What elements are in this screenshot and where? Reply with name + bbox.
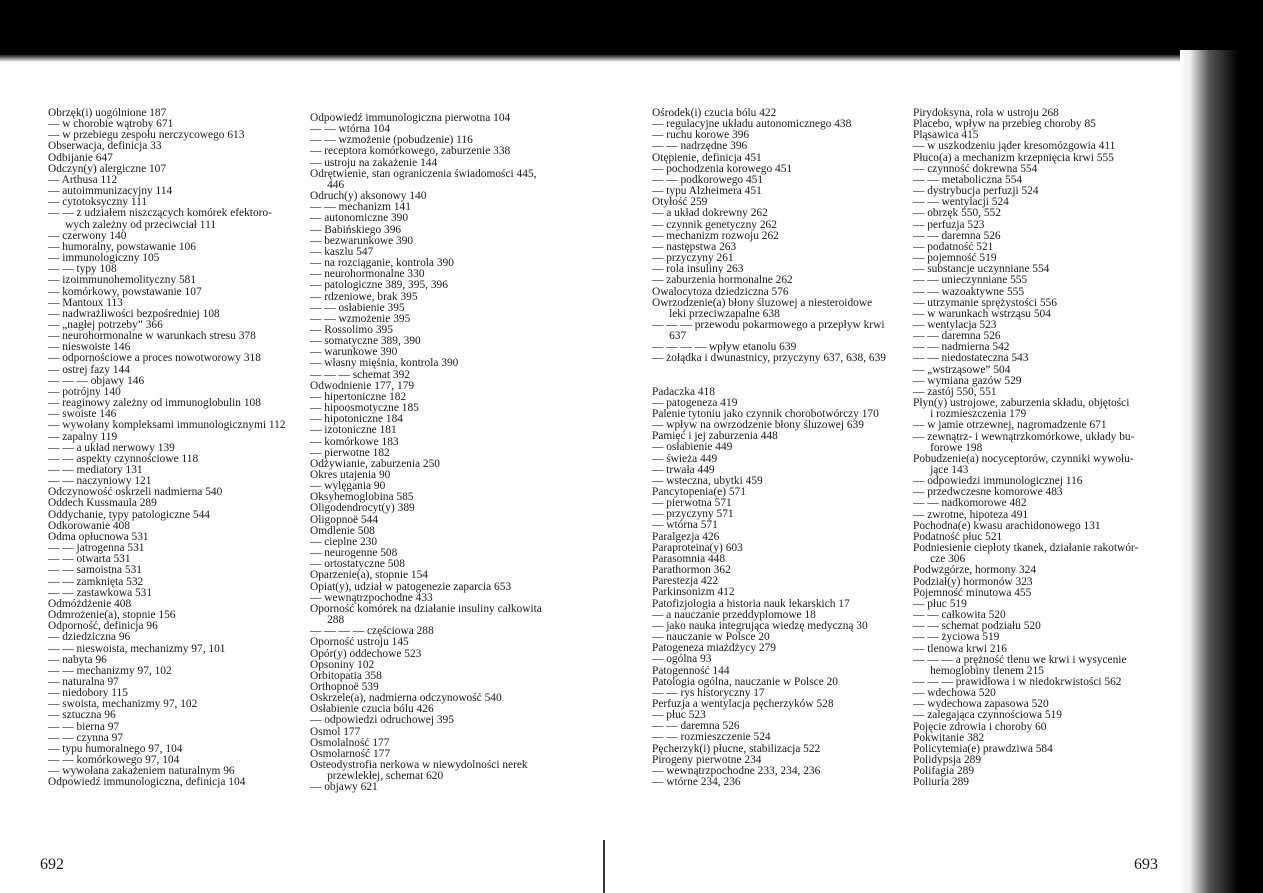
index-entry: — — nadmierna 542 <box>913 341 1010 354</box>
index-entry: — wywołany kompleksami immunologicznymi 112 <box>48 419 286 432</box>
index-entry: Osłabienie czucia bólu 426 <box>310 703 434 716</box>
index-entry: — a układ dokrewny 262 <box>652 207 768 220</box>
book-gutter <box>603 840 605 893</box>
index-entry: cze 306 <box>913 553 966 566</box>
index-entry: Owalocytoza dziedziczna 576 <box>652 285 789 298</box>
index-entry: — zapalny 119 <box>48 430 118 443</box>
index-entry: Odpowiedź immunologiczna, definicja 104 <box>48 776 246 789</box>
index-entry: — dziedziczna 96 <box>48 631 131 644</box>
index-entry: Odrętwienie, stan ograniczenia świadomości 445, <box>310 167 537 180</box>
index-entry: — ogólna 93 <box>652 653 712 666</box>
index-entry: — autoimmunizacyjny 114 <box>48 185 173 198</box>
index-entry: — — wtórna 104 <box>310 123 391 136</box>
index-entry: — nauczanie w Polsce 20 <box>652 631 770 644</box>
index-entry: — sztuczna 96 <box>48 709 116 722</box>
index-entry: — — otwarta 531 <box>48 553 131 566</box>
index-entry: Pamięć i jej zaburzenia 448 <box>652 430 778 443</box>
index-entry: Paraproteina(y) 603 <box>652 541 743 554</box>
index-entry: Parkinsonizm 412 <box>652 586 735 599</box>
index-entry: Parestezja 422 <box>652 575 719 588</box>
index-entry: Oddychanie, typy patologiczne 544 <box>48 508 210 521</box>
index-entry: — — — — częściowa 288 <box>310 625 434 638</box>
index-entry: — w uszkodzeniu jąder kresomózgowia 411 <box>913 140 1116 153</box>
index-entry: — niedobory 115 <box>48 687 128 700</box>
index-entry: — nabyta 96 <box>48 653 107 666</box>
index-entry: Opór(y) oddechowe 523 <box>310 647 422 660</box>
index-entry: — czynność dokrewna 554 <box>913 162 1038 175</box>
index-entry: — wydechowa zapasowa 520 <box>913 698 1049 711</box>
index-entry: — — z udziałem niszczących komórek efektoro- <box>48 207 272 220</box>
index-entry: — — samoistna 531 <box>48 564 142 577</box>
index-entry: Pokwitanie 382 <box>913 731 985 744</box>
index-entry: — — daremna 526 <box>913 229 1001 242</box>
index-entry: — — wzmożenie (pobudzenie) 116 <box>310 134 473 147</box>
index-entry: Pobudzenie(a) nocyceptorów, czynniki wywołu- <box>913 452 1134 465</box>
index-entry: Oparzenie(a), stopnie 154 <box>310 569 428 582</box>
page-number-right: 693 <box>1134 856 1158 873</box>
index-entry: Pirydoksyna, rola w ustroju 268 <box>913 107 1059 119</box>
index-entry: Pirogeny pierwotne 234 <box>652 753 762 766</box>
index-entry: Pęcherzyk(i) płucne, stabilizacja 522 <box>652 742 821 755</box>
index-entry: — swoista, mechanizmy 97, 102 <box>48 698 198 711</box>
index-entry: Parathormon 362 <box>652 564 731 577</box>
index-entry: Pochodna(e) kwasu arachidonowego 131 <box>913 519 1101 532</box>
index-entry: Oligopnoë 544 <box>310 513 379 526</box>
index-column-2 <box>310 113 605 794</box>
index-entry: Odporność, definicja 96 <box>48 620 158 633</box>
index-entry: — wylęgania 90 <box>310 480 386 493</box>
index-entry: Odpowiedź immunologiczna pierwotna 104 <box>310 112 511 124</box>
index-entry: Perfuzja a wentylacja pęcherzyków 528 <box>652 697 834 710</box>
index-entry: — — jatrogenna 531 <box>48 542 145 555</box>
index-entry: Oligodendrocyt(y) 389 <box>310 502 415 515</box>
index-entry: — patologiczne 389, 395, 396 <box>310 279 448 292</box>
index-entry: Oddech Kussmaula 289 <box>48 497 157 510</box>
index-entry: Odwodnienie 177, 179 <box>310 379 415 392</box>
index-entry: — odpowiedzi immunologicznej 116 <box>913 475 1083 488</box>
index-entry: — Rossolimo 395 <box>310 323 393 336</box>
index-entry: — izotoniczne 181 <box>310 424 397 437</box>
index-entry: — odpornościowe a proces nowotworowy 318 <box>48 352 261 365</box>
index-entry: — przyczyny 571 <box>652 508 734 521</box>
index-entry: Opsoniny 102 <box>310 658 375 671</box>
index-entry: — — zamknięta 532 <box>48 575 144 588</box>
index-entry: Odruch(y) aksonowy 140 <box>310 190 427 203</box>
index-entry: — zaburzenia hormonalne 262 <box>652 274 793 287</box>
index-entry: — „nagłej potrzeby” 366 <box>48 318 163 331</box>
index-entry: Poliuria 289 <box>913 776 970 789</box>
index-entry: — receptora komórkowego, zaburzenie 338 <box>310 145 511 158</box>
index-entry: — — metaboliczna 554 <box>913 173 1023 186</box>
index-entry: — — bierna 97 <box>48 720 120 733</box>
page-number-left: 692 <box>40 856 64 873</box>
index-entry: 446 <box>310 178 345 191</box>
index-entry: Otępienie, definicja 451 <box>652 151 762 164</box>
index-entry: — osłabienie 449 <box>652 441 733 454</box>
index-entry: Odżywianie, zaburzenia 250 <box>310 457 440 470</box>
index-entry: — Babińskiego 396 <box>310 223 402 236</box>
index-entry: Odczynowość oskrzeli nadmierna 540 <box>48 486 223 499</box>
index-entry: — wtórne 234, 236 <box>652 776 741 789</box>
index-entry: Oskrzele(a), nadmierna odczynowość 540 <box>310 692 502 705</box>
index-entry: Odma opłucnowa 531 <box>48 530 149 543</box>
index-entry: — — osłabienie 395 <box>310 301 405 314</box>
index-entry: — wentylacja 523 <box>913 318 997 331</box>
index-entry: — neurohormonalne 330 <box>310 268 425 281</box>
index-entry: — regulacyjne układu autonomicznego 438 <box>652 118 852 131</box>
index-entry: Patogenność 144 <box>652 664 730 677</box>
index-entry: — a nauczanie przeddyplomowe 18 <box>652 608 816 621</box>
index-entry: — podatność 521 <box>913 240 994 253</box>
index-entry: Pląsawica 415 <box>913 129 979 142</box>
index-entry: — w jamie otrzewnej, nagromadzenie 671 <box>913 419 1107 432</box>
index-entry: — ortostatyczne 508 <box>310 558 405 571</box>
index-entry: — „wstrząsowe” 504 <box>913 363 1011 376</box>
index-entry: — rola insuliny 263 <box>652 263 744 276</box>
index-entry: — zewnątrz- i wewnątrzkomórkowe, układy bu- <box>913 430 1135 443</box>
index-entry: Podwzgórze, hormony 324 <box>913 564 1037 577</box>
index-entry: — — schemat podziału 520 <box>913 620 1041 633</box>
index-entry: — — całkowita 520 <box>913 609 1006 622</box>
index-entry: — następstwa 263 <box>652 240 737 253</box>
index-entry: — patogeneza 419 <box>652 396 738 409</box>
index-entry: — cieplne 230 <box>310 535 378 548</box>
index-entry: — — nieswoista, mechanizmy 97, 101 <box>48 642 226 655</box>
index-entry: — trwała 449 <box>652 463 715 476</box>
index-entry: — hipoosmotyczne 185 <box>310 402 419 415</box>
index-entry: — czynnik genetyczny 262 <box>652 218 777 231</box>
index-entry: — warunkowe 390 <box>310 346 398 359</box>
index-entry: — płuc 523 <box>652 709 706 722</box>
index-entry: — obrzęk 550, 552 <box>913 207 1001 220</box>
index-entry: — typu Alzheimera 451 <box>652 185 762 198</box>
index-entry: — neurohormonalne w warunkach stresu 378 <box>48 330 256 343</box>
index-entry: Oporność komórek na działanie insuliny całkowita <box>310 602 542 615</box>
index-entry: — ustroju na zakażenie 144 <box>310 156 438 169</box>
index-entry: — wewnątrzpochodne 433 <box>310 591 433 604</box>
index-entry: Obserwacja, definicja 33 <box>48 140 162 153</box>
index-entry: — pochodzenia korowego 451 <box>652 162 793 175</box>
index-entry: 637 <box>652 330 687 343</box>
index-entry: — — mediatory 131 <box>48 464 143 476</box>
index-entry: leki przeciwzapalne 638 <box>652 307 780 320</box>
index-entry: Patogeneza miażdżycy 279 <box>652 642 776 655</box>
index-entry: — — — schemat 392 <box>310 368 410 381</box>
index-entry: — tlenowa krwi 216 <box>913 642 1007 655</box>
index-entry: — immunologiczny 105 <box>48 252 160 265</box>
index-entry: — w chorobie wątroby 671 <box>48 118 174 131</box>
index-entry: — utrzymanie sprężystości 556 <box>913 296 1057 309</box>
index-entry: Patologia ogólna, nauczanie w Polsce 20 <box>652 675 838 688</box>
index-entry: — — czynna 97 <box>48 731 123 744</box>
index-entry: — własny mięśnia, kontrola 390 <box>310 357 459 370</box>
index-entry: Obrzęk(i) uogólnione 187 <box>48 107 167 119</box>
index-entry: — izoimmunohemolityczny 581 <box>48 274 197 287</box>
index-entry: — mechanizm rozwoju 262 <box>652 229 779 242</box>
index-entry: Podniesienie ciepłoty tkanek, działanie rakotwór- <box>913 542 1139 555</box>
index-entry: — reaginowy zależny od immunoglobulin 108 <box>48 397 261 410</box>
index-entry: Owrzodzenie(a) błony śluzowej a niesteroidowe <box>652 296 873 309</box>
index-entry: — rdzeniowe, brak 395 <box>310 290 418 303</box>
index-entry: Orthopnoë 539 <box>310 680 379 693</box>
index-entry: — wsteczna, ubytki 459 <box>652 474 763 487</box>
index-entry: Policytemia(e) prawdziwa 584 <box>913 742 1053 755</box>
index-entry: wych zależny od przeciwciał 111 <box>48 218 217 231</box>
index-entry: — somatyczne 389, 390 <box>310 335 421 348</box>
index-entry: Podział(y) hormonów 323 <box>913 575 1033 588</box>
index-entry: Pancytopenia(e) 571 <box>652 486 746 498</box>
index-entry: Odkorowanie 408 <box>48 519 130 532</box>
index-entry: 288 <box>310 614 345 627</box>
index-entry: — ruchu korowe 396 <box>652 129 750 142</box>
index-entry: Pojemność minutowa 455 <box>913 586 1032 599</box>
index-entry: — — podkorowego 451 <box>652 173 764 186</box>
index-entry: — — nadkomorowe 482 <box>913 497 1027 510</box>
index-entry: — świeża 449 <box>652 452 718 465</box>
index-entry: — na rozciąganie, kontrola 390 <box>310 257 454 270</box>
index-entry: — przyczyny 261 <box>652 252 734 265</box>
index-entry: — objawy 621 <box>310 781 378 794</box>
index-column-3 <box>652 108 947 788</box>
index-entry: — — — prawidłowa i w niedokrwistości 562 <box>913 675 1122 688</box>
index-entry: — hipotoniczne 184 <box>310 413 404 426</box>
index-entry: — nadwrażliwości bezpośredniej 108 <box>48 307 220 320</box>
index-entry: — autonomiczne 390 <box>310 212 409 225</box>
index-entry: — zalegająca czynnościowa 519 <box>913 709 1062 722</box>
index-entry: — — mechanizm 141 <box>310 201 411 214</box>
index-entry: Opiat(y), udział w patogenezie zaparcia 653 <box>310 580 512 593</box>
index-entry: — — aspekty czynnościowe 118 <box>48 452 199 465</box>
index-entry: — potrójny 140 <box>48 385 121 398</box>
index-entry: Osmolalność 177 <box>310 736 390 749</box>
index-entry: — — naczyniowy 121 <box>48 475 152 488</box>
index-entry: i rozmieszczenia 179 <box>913 408 1027 421</box>
index-entry: — — rys historyczny 17 <box>652 686 765 699</box>
index-entry: — zastój 550, 551 <box>913 385 997 398</box>
index-entry: Osteodystrofia nerkowa w niewydolności nerek <box>310 759 528 772</box>
index-entry: Omdlenie 508 <box>310 524 375 537</box>
index-entry: — dystrybucja perfuzji 524 <box>913 185 1039 198</box>
index-entry: — — życiowa 519 <box>913 631 1000 644</box>
index-entry: — — nadrzędne 396 <box>652 140 748 153</box>
index-entry: — — — a prężność tlenu we krwi i wysycenie <box>913 653 1127 666</box>
index-entry: — — — objawy 146 <box>48 374 145 387</box>
index-entry: — — unieczynniane 555 <box>913 274 1028 287</box>
index-entry: — jako nauka integrująca wiedzę medyczną 30 <box>652 619 868 632</box>
index-entry: — — mechanizmy 97, 102 <box>48 664 172 677</box>
index-entry: Polifagia 289 <box>913 765 975 778</box>
index-entry: — bezwarunkowe 390 <box>310 234 414 247</box>
index-entry: — — daremna 526 <box>913 330 1001 343</box>
index-entry: Podatność płuc 521 <box>913 530 1003 543</box>
index-entry: — — wzmożenie 395 <box>310 312 411 325</box>
index-entry: — — rozmieszczenie 524 <box>652 731 771 744</box>
index-entry: Placebo, wpływ na przebieg choroby 85 <box>913 118 1096 131</box>
index-entry: — Mantoux 113 <box>48 296 123 309</box>
index-entry: — nieswoiste 146 <box>48 341 131 354</box>
index-entry: Paralgezja 426 <box>652 530 720 543</box>
index-column-1 <box>48 108 343 789</box>
index-entry: — humoralny, powstawanie 106 <box>48 240 196 253</box>
index-entry: hemoglobiny tlenem 215 <box>913 664 1044 677</box>
index-entry: — — zastawkowa 531 <box>48 586 153 599</box>
index-entry: Padaczka 418 <box>652 385 715 398</box>
index-entry: Otyłość 259 <box>652 196 708 209</box>
index-entry: Osmolarność 177 <box>310 747 391 760</box>
index-entry: Ośrodek(i) czucia bólu 422 <box>652 107 777 119</box>
index-entry: — swoiste 146 <box>48 408 117 421</box>
index-entry: — wdechowa 520 <box>913 687 996 700</box>
index-entry: — pierwotne 182 <box>310 446 390 459</box>
index-entry: Polidypsja 289 <box>913 754 982 767</box>
index-entry: — przedwczesne komorowe 483 <box>913 486 1063 499</box>
index-entry: Parasomnia 448 <box>652 552 726 565</box>
index-entry: Odmrożenie(a), stopnie 156 <box>48 609 176 622</box>
index-entry: — — wentylacji 524 <box>913 196 1009 209</box>
index-entry: — komórkowe 183 <box>310 435 399 448</box>
index-entry: Orbitopatia 358 <box>310 669 382 682</box>
index-entry: Oksyhemoglobina 585 <box>310 491 414 504</box>
index-entry: Pojęcie zdrowia i choroby 60 <box>913 720 1047 733</box>
index-entry: — cytotoksyczny 111 <box>48 196 148 209</box>
index-entry: — — wazoaktywne 555 <box>913 285 1025 298</box>
index-entry: Płuco(a) a mechanizm krzepnięcia krwi 555 <box>913 151 1114 164</box>
index-entry: — żołądka i dwunastnicy, przyczyny 637, 638, 639 <box>652 352 886 365</box>
index-entry: Osmol 177 <box>310 725 361 738</box>
index-entry: Patofizjologia a historia nauk lekarskich 17 <box>652 597 850 610</box>
index-entry: — substancje uczynniane 554 <box>913 263 1050 276</box>
index-entry: — odpowiedzi odruchowej 395 <box>310 714 454 727</box>
index-entry: Odczyn(y) alergiczne 107 <box>48 162 167 175</box>
index-entry: — wewnątrzpochodne 233, 234, 236 <box>652 764 821 777</box>
index-entry: — czerwony 140 <box>48 229 127 242</box>
index-entry: — płuc 519 <box>913 597 967 610</box>
index-entry: — komórkowy, powstawanie 107 <box>48 285 202 298</box>
index-entry: — Arthusa 112 <box>48 173 118 186</box>
index-entry: — — komórkowego 97, 104 <box>48 754 180 767</box>
index-entry: — hipertoniczne 182 <box>310 390 407 403</box>
index-entry: przewlekłej, schemat 620 <box>310 770 444 783</box>
index-entry: — pojemność 519 <box>913 252 997 265</box>
index-entry: — pierwotna 571 <box>652 497 732 510</box>
index-entry: — kaszlu 547 <box>310 245 374 258</box>
index-entry: — zwrotne, hipoteza 491 <box>913 508 1029 521</box>
index-entry: Płyn(y) ustrojowe, zaburzenia składu, objętości <box>913 397 1130 410</box>
index-entry: — wymiana gazów 529 <box>913 374 1022 387</box>
index-entry <box>652 365 947 387</box>
index-entry: Palenie tytoniu jako czynnik chorobotwórczy 170 <box>652 407 879 420</box>
index-entry: — wtórna 571 <box>652 519 718 532</box>
index-entry: Oporność ustroju 145 <box>310 636 409 649</box>
index-entry: — — daremna 526 <box>652 720 740 733</box>
index-entry: — wpływ na owrzodzenie błony śluzowej 639 <box>652 419 864 432</box>
index-column-4 <box>913 108 1208 789</box>
index-entry: jące 143 <box>913 464 969 476</box>
index-entry: — neurogenne 508 <box>310 547 398 560</box>
index-entry: — — niedostateczna 543 <box>913 352 1029 365</box>
index-entry: — w przebiegu zespołu nerczycowego 613 <box>48 129 245 142</box>
index-entry: forowe 198 <box>913 441 983 454</box>
index-entry: Odbijanie 647 <box>48 151 113 164</box>
page-curl-shadow <box>0 50 1200 62</box>
index-entry: — w warunkach wstrząsu 504 <box>913 307 1051 320</box>
index-entry: — — a układ nerwowy 139 <box>48 441 175 454</box>
index-entry: — perfuzja 523 <box>913 218 985 231</box>
index-entry: — ostrej fazy 144 <box>48 363 130 376</box>
index-entry: Okres utajenia 90 <box>310 469 391 481</box>
index-entry: — — — przewodu pokarmowego a przepływ krwi <box>652 318 885 331</box>
index-entry: Odmóżdżenie 408 <box>48 597 132 610</box>
index-entry: — naturalna 97 <box>48 675 119 688</box>
index-entry: — typu humoralnego 97, 104 <box>48 742 183 755</box>
index-entry: — — — — wpływ etanolu 639 <box>652 341 797 354</box>
index-entry: — — typy 108 <box>48 263 117 276</box>
index-entry: — wywołana zakażeniem naturalnym 96 <box>48 765 235 778</box>
